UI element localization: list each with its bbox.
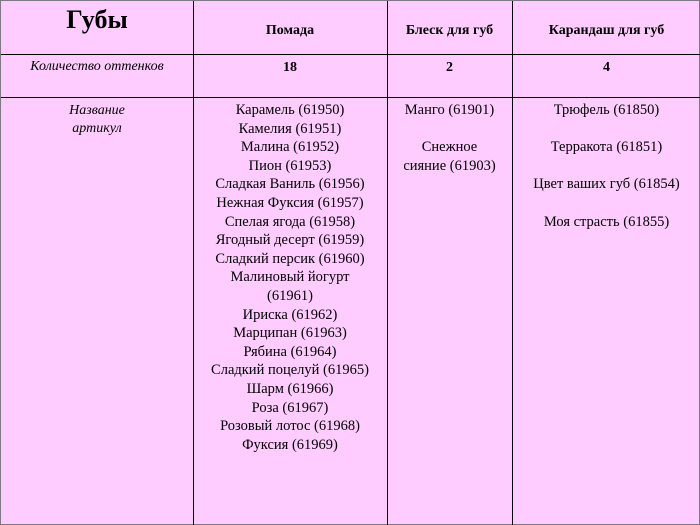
shade-item: (61961) (267, 287, 313, 304)
shade-item: Малина (61952) (240, 139, 340, 156)
shade-item: Терракота (61851) (550, 139, 663, 156)
row-label-line: артикул (72, 121, 122, 136)
shade-item: Сладкий поцелуй (61965) (211, 362, 369, 379)
row-label-shade-count: Количество оттенков (30, 59, 164, 74)
shade-item: Трюфель (61850) (553, 102, 660, 118)
column-header-pencil: Карандаш для губ (548, 23, 665, 38)
shade-item: Ягодный десерт (61959) (215, 232, 365, 249)
column-header-lipstick: Помада (265, 23, 315, 38)
row-divider (1, 97, 700, 98)
lipstick-shade-list (193, 101, 387, 454)
shade-count-pencil: 4 (603, 60, 610, 75)
shade-item: Пион (61953) (248, 157, 332, 174)
shade-item: Рябина (61964) (243, 343, 337, 360)
shade-item: Фуксия (61969) (242, 436, 338, 453)
shade-item: Сладкий персик (61960) (215, 250, 365, 267)
shade-item: Марципан (61963) (233, 325, 347, 342)
shade-item: Ириска (61962) (242, 306, 338, 323)
shade-item: сияние (61903) (403, 157, 496, 174)
list-spacer (387, 120, 512, 139)
shade-item: Цвет ваших губ (61854) (533, 176, 680, 193)
shade-item: Малиновый йогурт (230, 269, 350, 286)
column-divider (512, 1, 513, 525)
row-label-name-article (1, 102, 193, 138)
shade-item: Сладкая Ваниль (61956) (215, 176, 365, 193)
list-spacer (512, 157, 700, 176)
column-divider (387, 1, 388, 525)
row-label-line: Название (69, 103, 125, 118)
shade-item: Манго (61901) (404, 102, 495, 118)
shade-item: Снежное (421, 139, 478, 156)
list-spacer (512, 120, 700, 139)
pencil-shade-list (512, 101, 700, 231)
shade-item: Нежная Фуксия (61957) (216, 194, 364, 211)
shade-count-lipstick: 18 (283, 60, 297, 75)
shade-item: Спелая ягода (61958) (224, 213, 356, 230)
list-spacer (512, 194, 700, 213)
column-header-gloss: Блеск для губ (405, 23, 494, 38)
shade-item: Шарм (61966) (246, 380, 334, 397)
shade-item: Роза (61967) (251, 399, 329, 416)
table-title: Губы (66, 5, 128, 34)
shade-item: Камелия (61951) (238, 120, 342, 137)
row-divider (1, 54, 700, 55)
gloss-shade-list (387, 101, 512, 175)
shade-item: Карамель (61950) (235, 102, 345, 118)
shade-item: Розовый лотос (61968) (220, 418, 360, 435)
shade-count-gloss: 2 (446, 60, 453, 75)
shade-item: Моя страсть (61855) (543, 213, 670, 230)
